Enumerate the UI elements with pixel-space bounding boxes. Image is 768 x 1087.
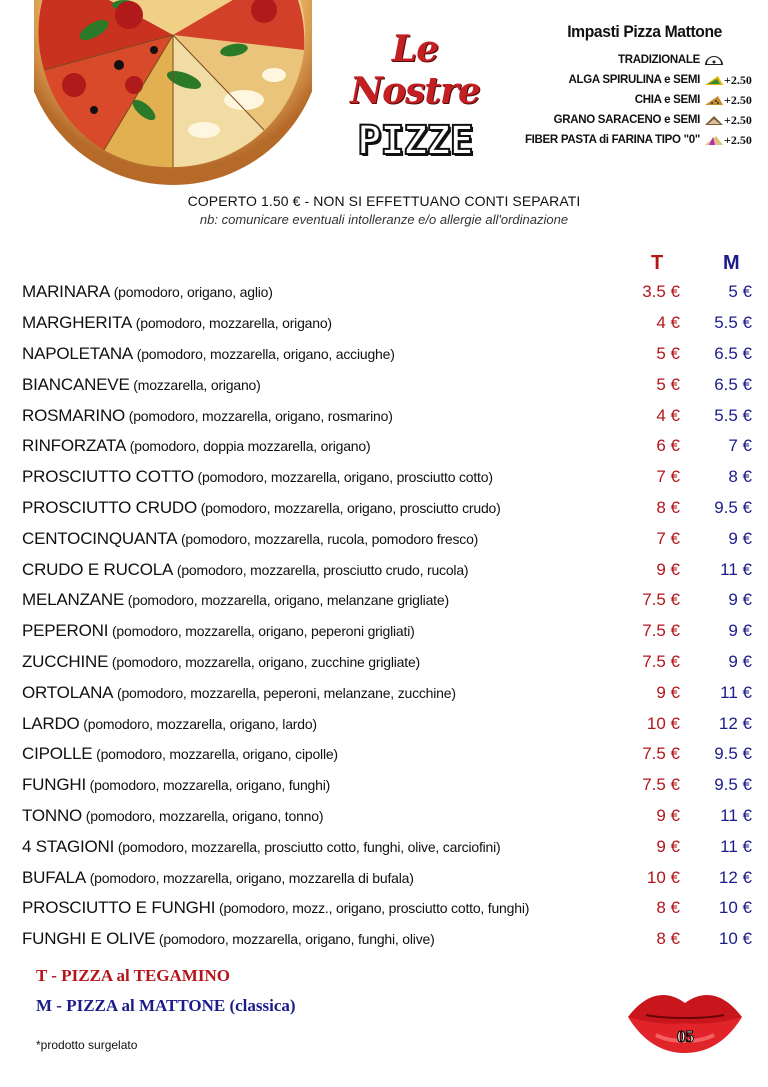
pizza-name: PEPERONI — [22, 621, 109, 641]
price-tegamino: 6 € — [656, 436, 680, 456]
dough-item — [488, 110, 758, 130]
price-tegamino: 7.5 € — [642, 775, 680, 795]
pizza-name: BIANCANEVE — [22, 374, 130, 394]
pizza-slice-icon — [704, 55, 724, 66]
cover-charge-notice — [0, 193, 768, 227]
dough-item-price: +2.50 — [724, 112, 752, 127]
price-mattone: 7 € — [728, 436, 752, 456]
pizza-name: ZUCCHINE — [22, 651, 109, 671]
menu-row — [22, 862, 752, 893]
pizza-ingredients: (pomodoro, mozzarella, origano, zucchine grigliate) — [108, 653, 420, 670]
pizza-name: CIPOLLE — [22, 744, 93, 764]
pizza-slice-buckwheat-icon — [704, 115, 724, 126]
column-header-tegamino: T — [651, 252, 664, 274]
price-tegamino: 3.5 € — [642, 282, 680, 302]
dough-item — [488, 90, 758, 110]
dough-item-name: CHIA e SEMI — [634, 94, 700, 106]
menu-row — [22, 616, 752, 647]
footnote: *prodotto surgelato — [36, 1038, 138, 1052]
price-tegamino: 4 € — [656, 405, 680, 425]
pizza-name: BUFALA — [22, 867, 86, 887]
notice-main: COPERTO 1.50 € - NON SI EFFETTUANO CONTI SEPARATI — [187, 193, 581, 209]
dough-item-name: ALGA SPIRULINA e SEMI — [568, 74, 700, 86]
dough-item — [488, 70, 758, 90]
dough-item-name: FIBER PASTA di FARINA TIPO "0" — [524, 134, 700, 146]
dough-item-name: TRADIZIONALE — [617, 54, 700, 66]
price-mattone: 11 € — [720, 836, 752, 856]
price-mattone: 9.5 € — [714, 744, 752, 764]
menu-item-text — [22, 344, 624, 364]
pizza-slice-seeds-icon — [704, 95, 724, 106]
pizza-name: MELANZANE — [22, 590, 125, 610]
pizza-name: 4 STAGIONI — [22, 836, 115, 856]
dough-item-price: +2.50 — [724, 92, 752, 107]
pizza-ingredients: (pomodoro, origano, aglio) — [113, 284, 273, 301]
pizza-name: TONNO — [22, 805, 83, 825]
price-tegamino: 8 € — [656, 929, 680, 949]
price-tegamino: 7 € — [656, 528, 680, 548]
menu-row — [22, 339, 752, 370]
menu-item-text — [22, 714, 624, 734]
pizza-ingredients: (pomodoro, mozzarella, origano, rosmarino) — [125, 407, 393, 424]
pizza-ingredients: (mozzarella, origano) — [129, 376, 261, 393]
menu-row — [22, 801, 752, 832]
notice-allergy: nb: comunicare eventuali intolleranze e/o allergie all'ordinazione — [199, 212, 569, 227]
menu-row — [22, 431, 752, 462]
menu-row — [22, 308, 752, 339]
pizza-name: RINFORZATA — [22, 436, 127, 456]
menu-item-text — [22, 467, 624, 487]
price-tegamino: 9 € — [656, 836, 680, 856]
legend-mattone: M - PIZZA al MATTONE (classica) — [36, 996, 296, 1015]
price-tegamino: 10 € — [646, 867, 680, 887]
menu-item-text — [22, 683, 624, 703]
menu-item-text — [22, 837, 624, 857]
pizza-ingredients: (pomodoro, mozzarella, origano, peperoni grigliati) — [108, 623, 415, 640]
menu-row — [22, 400, 752, 431]
pizza-ingredients: (pomodoro, mozzarella, origano, melanzane grigliate) — [124, 592, 449, 609]
pizza-ingredients: (pomodoro, mozzarella, origano) — [132, 315, 332, 332]
price-tegamino: 8 € — [656, 497, 680, 517]
pizza-ingredients: (pomodoro, mozzarella, origano, acciughe) — [133, 345, 395, 362]
price-mattone: 9 € — [728, 621, 752, 641]
menu-row — [22, 554, 752, 585]
price-mattone: 9.5 € — [714, 775, 752, 795]
menu-row — [22, 677, 752, 708]
price-tegamino: 4 € — [656, 313, 680, 333]
menu-row — [22, 924, 752, 955]
menu-item-text — [22, 406, 624, 426]
menu-item-text — [22, 621, 624, 641]
price-mattone: 9.5 € — [714, 497, 752, 517]
menu-item-text — [22, 898, 624, 918]
pizza-ingredients: (pomodoro, mozzarella, rucola, pomodoro fresco) — [177, 530, 479, 547]
menu-row — [22, 462, 752, 493]
pizza-ingredients: (pomodoro, mozzarella, origano, mozzarella di bufala) — [86, 869, 414, 886]
column-header-mattone: M — [723, 252, 740, 274]
pizza-name: MARGHERITA — [22, 313, 133, 333]
pizza-name: ROSMARINO — [22, 405, 126, 425]
pizza-name: CENTOCINQUANTA — [22, 528, 178, 548]
menu-item-text — [22, 806, 624, 826]
price-mattone: 6.5 € — [714, 374, 752, 394]
pizza-ingredients: (pomodoro, doppia mozzarella, origano) — [126, 438, 371, 455]
pizza-ingredients: (pomodoro, mozzarella, origano, funghi, olive) — [155, 931, 435, 948]
price-tegamino: 7.5 € — [642, 590, 680, 610]
price-tegamino: 7.5 € — [642, 621, 680, 641]
price-mattone: 11 € — [720, 682, 752, 702]
pizza-photo — [34, 0, 312, 190]
brand-title: PIZZE — [357, 118, 473, 164]
page-number: 05 — [677, 1027, 694, 1046]
price-mattone: 10 € — [718, 929, 752, 949]
dough-item — [488, 130, 758, 150]
pizza-slice-fiber-icon — [704, 135, 724, 146]
pizza-name: FUNGHI — [22, 775, 86, 795]
price-tegamino: 7.5 € — [642, 744, 680, 764]
pizza-ingredients: (pomodoro, mozzarella, prosciutto crudo, rucola) — [173, 561, 469, 578]
menu-row — [22, 523, 752, 554]
pizza-name: FUNGHI E OLIVE — [22, 929, 156, 949]
pizza-ingredients: (pomodoro, mozzarella, prosciutto cotto, funghi, olive, carciofini) — [114, 838, 501, 855]
menu-row — [22, 739, 752, 770]
price-tegamino: 5 € — [656, 343, 680, 363]
price-mattone: 9 € — [728, 651, 752, 671]
menu-item-text — [22, 744, 624, 764]
menu-item-text — [22, 652, 624, 672]
menu-item-text — [22, 590, 624, 610]
pizza-name: CRUDO E RUCOLA — [22, 559, 174, 579]
pizza-name: NAPOLETANA — [22, 343, 134, 363]
price-tegamino: 8 € — [656, 898, 680, 918]
price-mattone: 11 € — [720, 559, 752, 579]
pizza-ingredients: (pomodoro, mozzarella, origano, funghi) — [85, 777, 331, 794]
brand-script-text: Le Nostre — [350, 28, 480, 112]
menu-item-text — [22, 498, 624, 518]
price-tegamino: 9 € — [656, 805, 680, 825]
pizza-slice-green-icon — [704, 75, 724, 86]
brand-logo — [330, 28, 500, 164]
menu-row — [22, 585, 752, 616]
menu-item-text — [22, 560, 624, 580]
price-mattone: 9 € — [728, 590, 752, 610]
price-tegamino: 9 € — [656, 559, 680, 579]
pizza-ingredients: (pomodoro, mozzarella, origano, lardo) — [79, 715, 317, 732]
price-mattone: 11 € — [720, 805, 752, 825]
price-mattone: 9 € — [728, 528, 752, 548]
price-tegamino: 7 € — [656, 467, 680, 487]
price-tegamino: 10 € — [646, 713, 680, 733]
price-mattone: 12 € — [718, 713, 752, 733]
price-tegamino: 7.5 € — [642, 651, 680, 671]
menu-item-text — [22, 868, 624, 888]
price-tegamino: 9 € — [656, 682, 680, 702]
menu-item-text — [22, 313, 624, 333]
menu-item-text — [22, 436, 624, 456]
dough-item-price: +2.50 — [724, 72, 752, 87]
pizza-ingredients: (pomodoro, mozzarella, peperoni, melanzane, zucchine) — [113, 684, 456, 701]
dough-title: Impasti Pizza Mattone — [567, 22, 722, 41]
price-mattone: 5 € — [728, 282, 752, 302]
menu-row — [22, 647, 752, 678]
menu-row — [22, 893, 752, 924]
pizza-name: PROSCIUTTO CRUDO — [22, 497, 197, 517]
pizza-name: MARINARA — [22, 282, 114, 302]
price-mattone: 6.5 € — [714, 343, 752, 363]
dough-item-price: +2.50 — [724, 132, 752, 147]
menu-row — [22, 493, 752, 524]
dough-item-name: GRANO SARACENO e SEMI — [553, 114, 700, 126]
price-mattone: 5.5 € — [714, 313, 752, 333]
menu-item-text — [22, 775, 624, 795]
legend-tegamino: T - PIZZA al TEGAMINO — [36, 966, 230, 985]
menu-item-text — [22, 929, 624, 949]
pizza-name: LARDO — [22, 713, 80, 733]
price-mattone: 10 € — [718, 898, 752, 918]
menu-row — [22, 277, 752, 308]
pizza-ingredients: (pomodoro, mozzarella, origano, cipolle) — [92, 746, 338, 763]
legend — [36, 966, 296, 1016]
menu-row — [22, 369, 752, 400]
menu-row — [22, 831, 752, 862]
price-tegamino: 5 € — [656, 374, 680, 394]
price-mattone: 12 € — [718, 867, 752, 887]
pizza-ingredients: (pomodoro, mozzarella, origano, tonno) — [82, 807, 324, 824]
pizza-ingredients: (pomodoro, mozz., origano, prosciutto cotto, funghi) — [215, 900, 530, 917]
pizza-name: ORTOLANA — [22, 682, 114, 702]
dough-types-box — [488, 22, 758, 150]
menu-item-text — [22, 282, 624, 302]
pizza-name: PROSCIUTTO E FUNGHI — [22, 898, 216, 918]
menu-item-text — [22, 529, 624, 549]
dough-item — [488, 50, 758, 70]
menu-row — [22, 708, 752, 739]
pizza-ingredients: (pomodoro, mozzarella, origano, prosciutto crudo) — [197, 499, 501, 516]
price-mattone: 5.5 € — [714, 405, 752, 425]
menu-row — [22, 770, 752, 801]
pizza-menu-list — [22, 277, 752, 955]
menu-item-text — [22, 375, 624, 395]
pizza-ingredients: (pomodoro, mozzarella, origano, prosciutto cotto) — [193, 469, 493, 486]
price-mattone: 8 € — [728, 467, 752, 487]
pizza-name: PROSCIUTTO COTTO — [22, 467, 194, 487]
